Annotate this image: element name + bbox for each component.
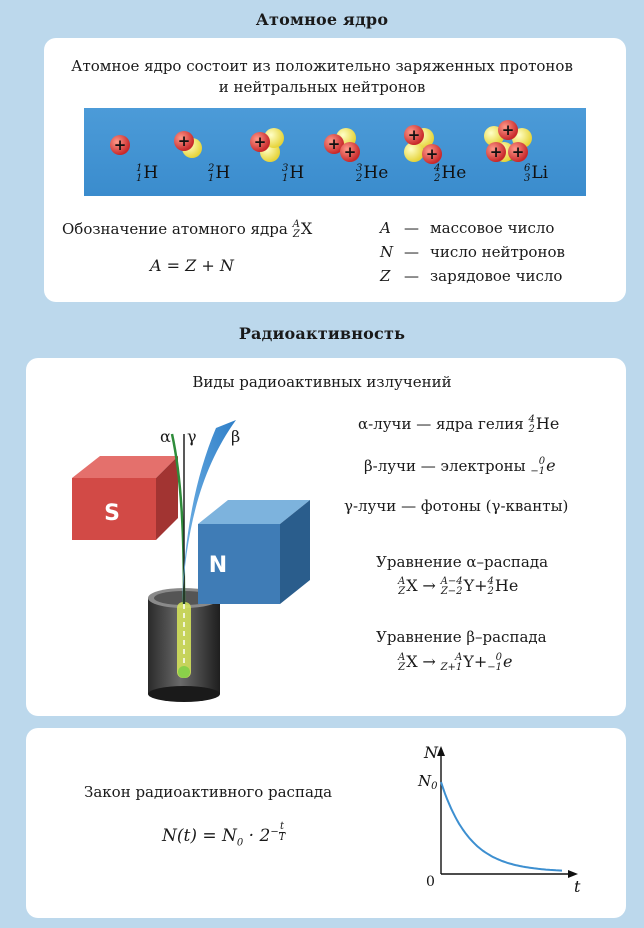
section-title-radioactivity: Радиоактивность <box>238 324 406 343</box>
decay-chart <box>410 738 590 898</box>
gamma-ray-description: γ-лучи — фотоны (γ-кванты) <box>344 497 569 515</box>
svg-text:+: + <box>327 135 341 153</box>
atom-he3 <box>324 128 360 162</box>
y-axis-arrow <box>437 746 445 756</box>
radiation-types-title: Виды радиоактивных излучений <box>192 373 452 391</box>
beta-decay-title: Уравнение β–распада <box>376 628 547 646</box>
isotope-label-li6: 6 3 Li <box>524 162 549 184</box>
svg-text:+: + <box>343 143 357 161</box>
radiation-deflection-illustration <box>60 420 320 710</box>
origin-label: 0 <box>426 874 435 890</box>
atom-h1 <box>110 135 130 155</box>
isotope-label-he3: 3 2 He <box>356 162 389 184</box>
beta-ray-description: β-лучи — электроны 0 −1 e <box>364 456 556 477</box>
def-charge-number: Z — зарядовое число <box>380 267 563 285</box>
gamma-label: γ <box>187 427 197 446</box>
magnet-n <box>198 500 310 604</box>
alpha-decay-title: Уравнение α–распада <box>376 553 549 571</box>
svg-text:+: + <box>501 121 515 139</box>
atom-h3 <box>250 128 284 162</box>
svg-text:+: + <box>489 143 503 161</box>
magnet-s-label: S <box>104 501 120 526</box>
isotope-label-h2: 2 1 H <box>208 162 231 184</box>
isotope-label-he4: 4 2 He <box>434 162 467 184</box>
atom-li6 <box>484 120 532 162</box>
beta-decay-equation: A Z X → A Z+1 Y+ 0 −1 e <box>398 652 513 673</box>
svg-text:+: + <box>253 133 267 151</box>
alpha-decay-equation: A Z X → A−4 Z−2 Y+ 4 2 He <box>398 576 519 597</box>
atom-h2 <box>174 131 202 158</box>
svg-text:+: + <box>425 145 439 163</box>
isotope-models <box>84 108 586 196</box>
y-axis-label: N <box>424 743 438 762</box>
x-axis-label: t <box>574 877 581 896</box>
svg-text:+: + <box>511 143 525 161</box>
nucleus-intro-line1: Атомное ядро состоит из положительно заряженных протонов <box>71 57 573 75</box>
atom-he4 <box>404 125 442 164</box>
svg-text:+: + <box>113 136 127 154</box>
def-mass-number: A — массовое число <box>380 219 555 237</box>
decay-law-formula: $N(t) = N_0 \cdot 2-$ $\frac{t}{T}$ <box>162 821 286 849</box>
magnet-s <box>72 456 178 540</box>
beta-label: β <box>231 427 241 446</box>
decay-law-title: Закон радиоактивного распада <box>84 783 333 801</box>
alpha-ray-description: α-лучи — ядра гелия 4 2 He <box>358 414 560 435</box>
isotope-label-h3: 3 1 H <box>282 162 305 184</box>
svg-text:+: + <box>407 126 421 144</box>
nucleus-intro-line2: и нейтральных нейтронов <box>218 78 426 96</box>
def-neutron-number: N — число нейтронов <box>380 243 565 261</box>
notation-row: Обозначение атомного ядра A Z X <box>62 219 313 240</box>
mass-formula: A = Z + N <box>150 256 234 275</box>
isotope-label-h1: 1 1 H <box>136 162 159 184</box>
alpha-label: α <box>160 427 171 446</box>
radiation-source <box>148 588 220 702</box>
y-start-label: $N_0$ <box>418 772 438 792</box>
svg-text:+: + <box>177 132 191 150</box>
magnet-n-label: N <box>208 553 228 578</box>
isotope-strip <box>84 108 586 196</box>
section-title-nucleus: Атомное ядро <box>255 10 389 29</box>
decay-curve <box>441 782 562 871</box>
